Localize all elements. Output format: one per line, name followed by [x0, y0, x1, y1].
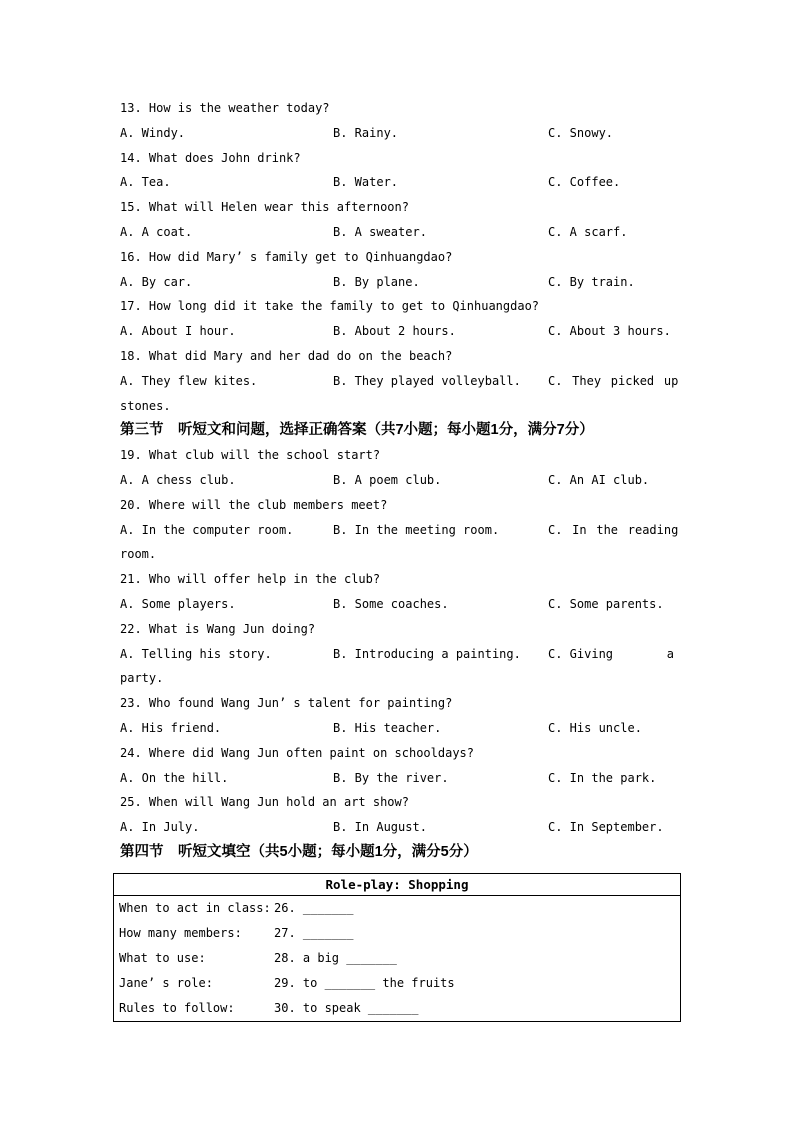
section4-header: 第四节 听短文填空（共5小题；每小题1分，满分5分） [120, 843, 478, 860]
option-c: C. Coffee. [548, 175, 621, 190]
section3-header: 第三节 听短文和问题，选择正确答案（共7小题；每小题1分，满分7分） [120, 422, 594, 439]
question-prompt: 24. Where did Wang Jun often paint on schooldays? [120, 745, 475, 760]
row-blank-28: 28. a big _______ [274, 950, 397, 965]
question-16 [120, 245, 676, 295]
option-c-start: C. Giving [548, 646, 614, 661]
question-prompt: 13. How is the weather today? [120, 101, 330, 115]
question-options [120, 642, 676, 667]
question-options [120, 518, 679, 543]
question-options [120, 815, 676, 840]
exam-content [119, 96, 679, 1022]
option-b: B. A sweater. [333, 224, 427, 239]
question-prompt: 18. What did Mary and her dad do on the beach? [120, 348, 453, 363]
row-label: How many members: [119, 925, 242, 940]
question-options [120, 220, 676, 245]
row-blank-30: 30. to speak _______ [274, 1001, 419, 1016]
option-c: C. A scarf. [548, 224, 628, 239]
question-22 [120, 617, 676, 691]
question-options [120, 319, 676, 344]
row-blank-26: 26. _______ [274, 900, 354, 915]
option-a: A. Some players. [120, 596, 236, 611]
question-23 [120, 691, 676, 741]
row-label: When to act in class: [119, 900, 271, 915]
option-b: B. Rainy. [333, 125, 399, 140]
row-blank-29: 29. to _______ the fruits [274, 975, 455, 990]
table-row [114, 921, 680, 946]
option-c [548, 642, 674, 667]
row-label: What to use: [119, 950, 206, 965]
question-prompt: 15. What will Helen wear this afternoon? [120, 200, 409, 215]
option-c: C. In the park. [548, 770, 657, 785]
role-play-table [113, 873, 681, 1022]
option-a: A. By car. [120, 274, 193, 289]
option-b: B. By plane. [333, 274, 420, 289]
option-a: A. They flew kites. [120, 373, 258, 388]
option-a: A. In the computer room. [120, 522, 294, 537]
option-c: C. About 3 hours. [548, 324, 671, 339]
question-prompt: 20. Where will the club members meet? [120, 497, 388, 512]
question-25 [120, 790, 676, 840]
option-b: B. A poem club. [333, 472, 442, 487]
row-blank-27: 27. _______ [274, 925, 354, 940]
question-prompt: 22. What is Wang Jun doing? [120, 621, 316, 636]
question-20 [120, 493, 679, 567]
question-options [120, 369, 679, 394]
row-label: Rules to follow: [119, 1001, 235, 1016]
question-options [120, 468, 676, 493]
option-b: B. Water. [333, 175, 399, 190]
option-b: B. By the river. [333, 770, 449, 785]
question-prompt: 16. How did Mary’ s family get to Qinhuangdao? [120, 249, 453, 264]
table-row [114, 946, 680, 971]
option-a: A. In July. [120, 820, 200, 835]
question-15 [120, 195, 676, 245]
option-c: C. His uncle. [548, 720, 642, 735]
option-b: B. They played volleyball. [333, 373, 521, 388]
option-a: A. Tea. [120, 175, 171, 190]
option-c: C. They picked up [548, 373, 679, 388]
row-label: Jane’ s role: [119, 975, 213, 990]
option-b: B. In the meeting room. [333, 522, 500, 537]
option-c: C. By train. [548, 274, 635, 289]
question-options [120, 270, 676, 295]
option-b: B. About 2 hours. [333, 324, 456, 339]
option-a: A. A coat. [120, 224, 193, 239]
question-24 [120, 741, 676, 791]
option-a: A. A chess club. [120, 472, 236, 487]
question-prompt: 21. Who will offer help in the club? [120, 572, 381, 587]
question-options [120, 592, 676, 617]
table-row [114, 971, 680, 996]
question-14 [120, 146, 676, 196]
option-c-continuation: stones. [120, 398, 171, 413]
question-prompt: 25. When will Wang Jun hold an art show? [120, 795, 409, 810]
table-title: Role-play: Shopping [114, 874, 680, 896]
option-b: B. In August. [333, 820, 427, 835]
option-c: C. In September. [548, 820, 664, 835]
question-prompt: 14. What does John drink? [120, 150, 301, 165]
option-a: A. About I hour. [120, 324, 236, 339]
question-17 [120, 294, 676, 344]
question-prompt: 19. What club will the school start? [120, 448, 381, 463]
question-21 [120, 567, 676, 617]
option-b: B. Some coaches. [333, 596, 449, 611]
option-c-continuation: party. [120, 671, 164, 686]
question-18 [120, 344, 679, 418]
option-a: A. Telling his story. [120, 646, 272, 661]
option-c: C. An AI club. [548, 472, 650, 487]
question-prompt: 23. Who found Wang Jun’ s talent for painting? [120, 696, 453, 711]
question-prompt: 17. How long did it take the family to get to Qinhuangdao? [120, 299, 540, 314]
option-b: B. Introducing a painting. [333, 646, 521, 661]
question-options [120, 716, 676, 741]
option-c: C. Some parents. [548, 596, 664, 611]
question-options [120, 170, 676, 195]
option-c-end: a [666, 646, 674, 661]
option-c-continuation: room. [120, 547, 157, 562]
table-row [114, 996, 680, 1021]
question-19 [120, 443, 676, 493]
question-13 [120, 96, 676, 146]
option-a: A. Windy. [120, 125, 186, 140]
question-options [120, 766, 676, 791]
option-a: A. On the hill. [120, 770, 229, 785]
question-options [120, 121, 676, 146]
table-row [114, 896, 680, 921]
option-b: B. His teacher. [333, 720, 442, 735]
option-a: A. His friend. [120, 720, 222, 735]
option-c: C. In the reading [548, 522, 679, 537]
option-c: C. Snowy. [548, 125, 614, 140]
